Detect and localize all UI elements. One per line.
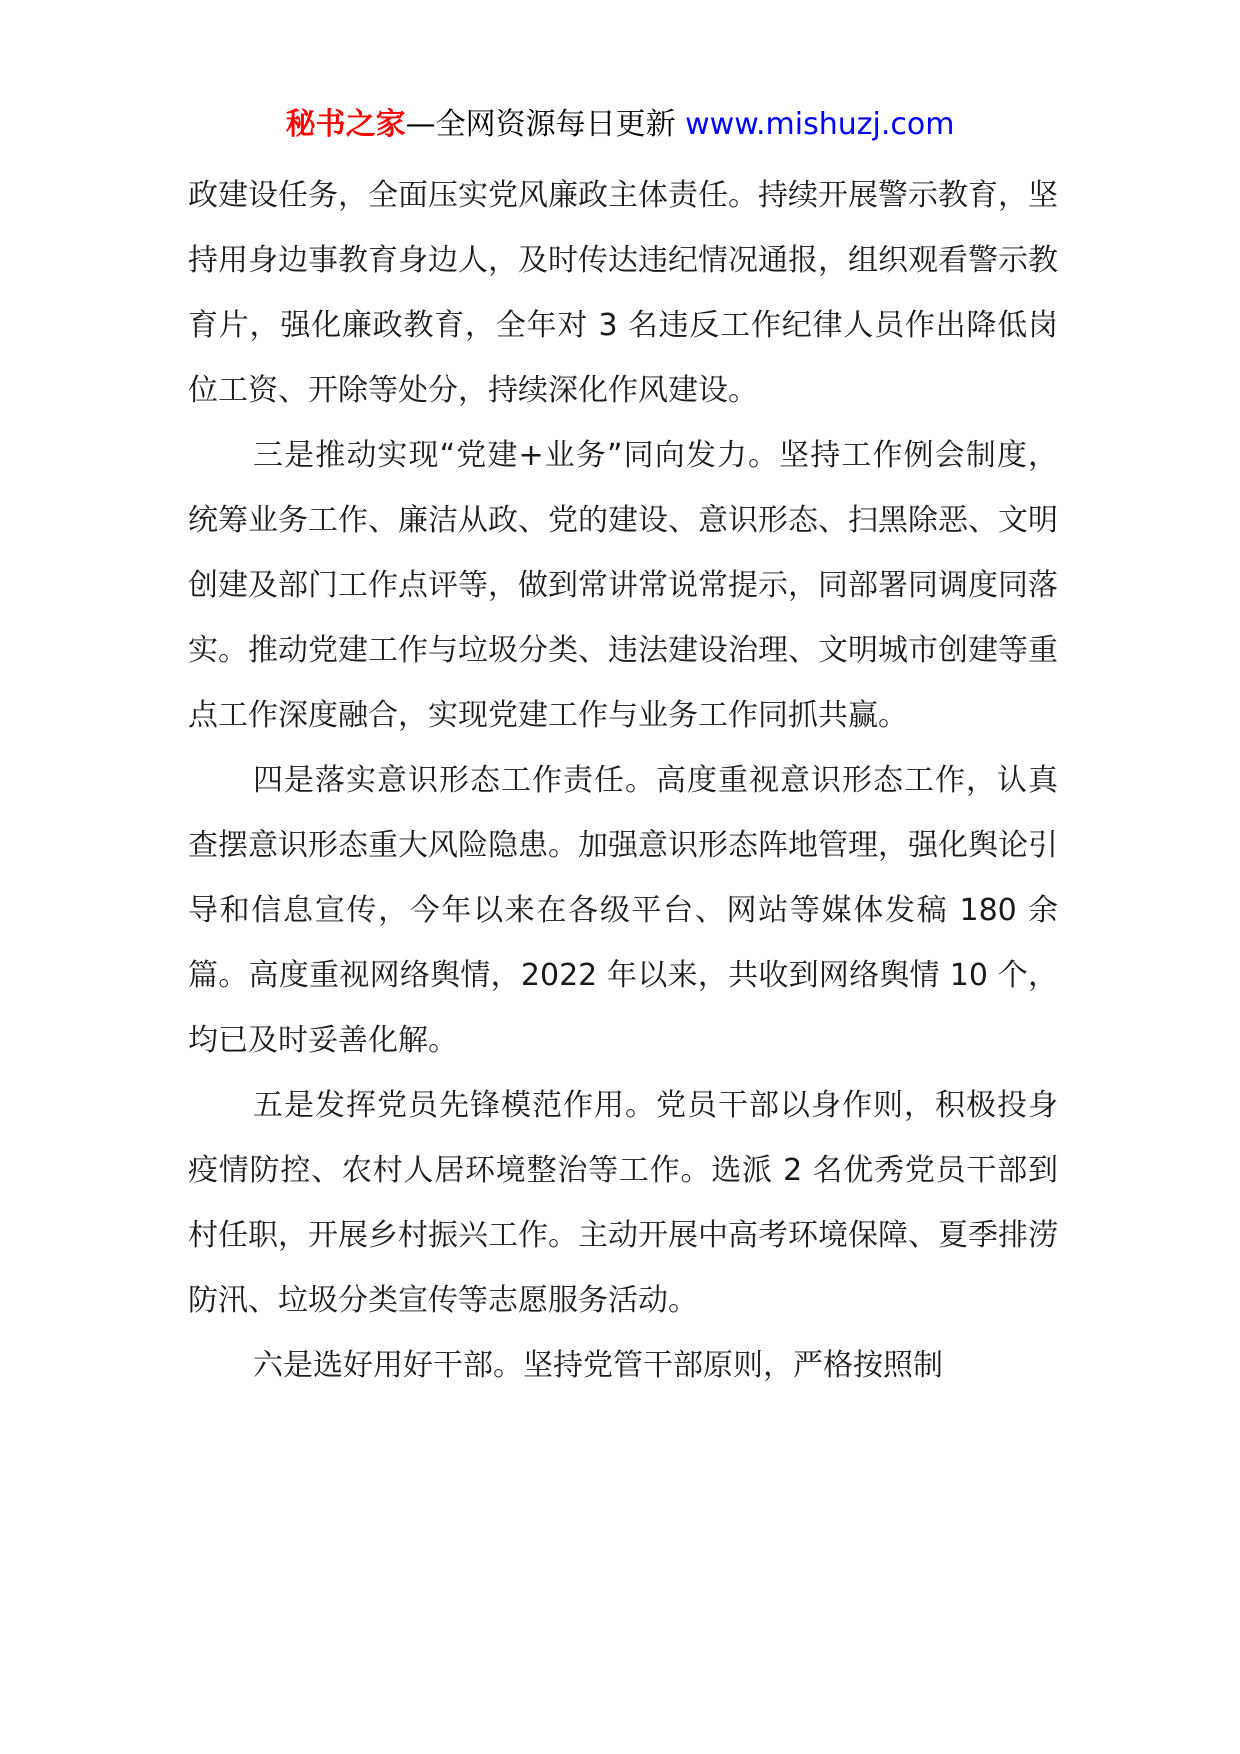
brand-name: 秘书之家 <box>285 107 406 142</box>
site-url-link[interactable]: www.mishuzj.com <box>685 107 955 142</box>
paragraph-cadre-selection: 六是选好用好干部。坚持党管干部原则，严格按照制 <box>253 1348 943 1383</box>
header-tagline: —全网资源每日更新 <box>405 107 676 142</box>
paragraph-party-member-vanguard: 五是发挥党员先锋模范作用。党员干部以身作则，积极投身疫情防控、农村人居环境整治等工作。选派 2 名优秀党员干部到村任职，开展乡村振兴工作。主动开展中高考环境保障、夏季排涝防汛、垃圾分类宣传等志愿服务活动。 <box>188 1088 1058 1318</box>
paragraph-ideology-responsibility: 四是落实意识形态工作责任。高度重视意识形态工作，认真查摆意识形态重大风险隐患。加强意识形态阵地管理，强化舆论引导和信息宣传，今年以来在各级平台、网站等媒体发稿 180 余篇。高度重视网络舆情，2022 年以来，共收到网络舆情 10 个，均已及时妥善化解。 <box>188 763 1058 1058</box>
document-body <box>188 163 1058 1398</box>
paragraph-continuation: 政建设任务，全面压实党风廉政主体责任。持续开展警示教育，坚持用身边事教育身边人，及时传达违纪情况通报，组织观看警示教育片，强化廉政教育，全年对 3 名违反工作纪律人员作出降低岗位工资、开除等处分，持续深化作风建设。 <box>188 178 1058 408</box>
paragraph-party-building-business: 三是推动实现“党建+业务”同向发力。坚持工作例会制度，统筹业务工作、廉洁从政、党的建设、意识形态、扫黑除恶、文明创建及部门工作点评等，做到常讲常说常提示，同部署同调度同落实。推动党建工作与垃圾分类、违法建设治理、文明城市创建等重点工作深度融合，实现党建工作与业务工作同抓共赢。 <box>188 438 1058 733</box>
page-header <box>0 100 1240 150</box>
